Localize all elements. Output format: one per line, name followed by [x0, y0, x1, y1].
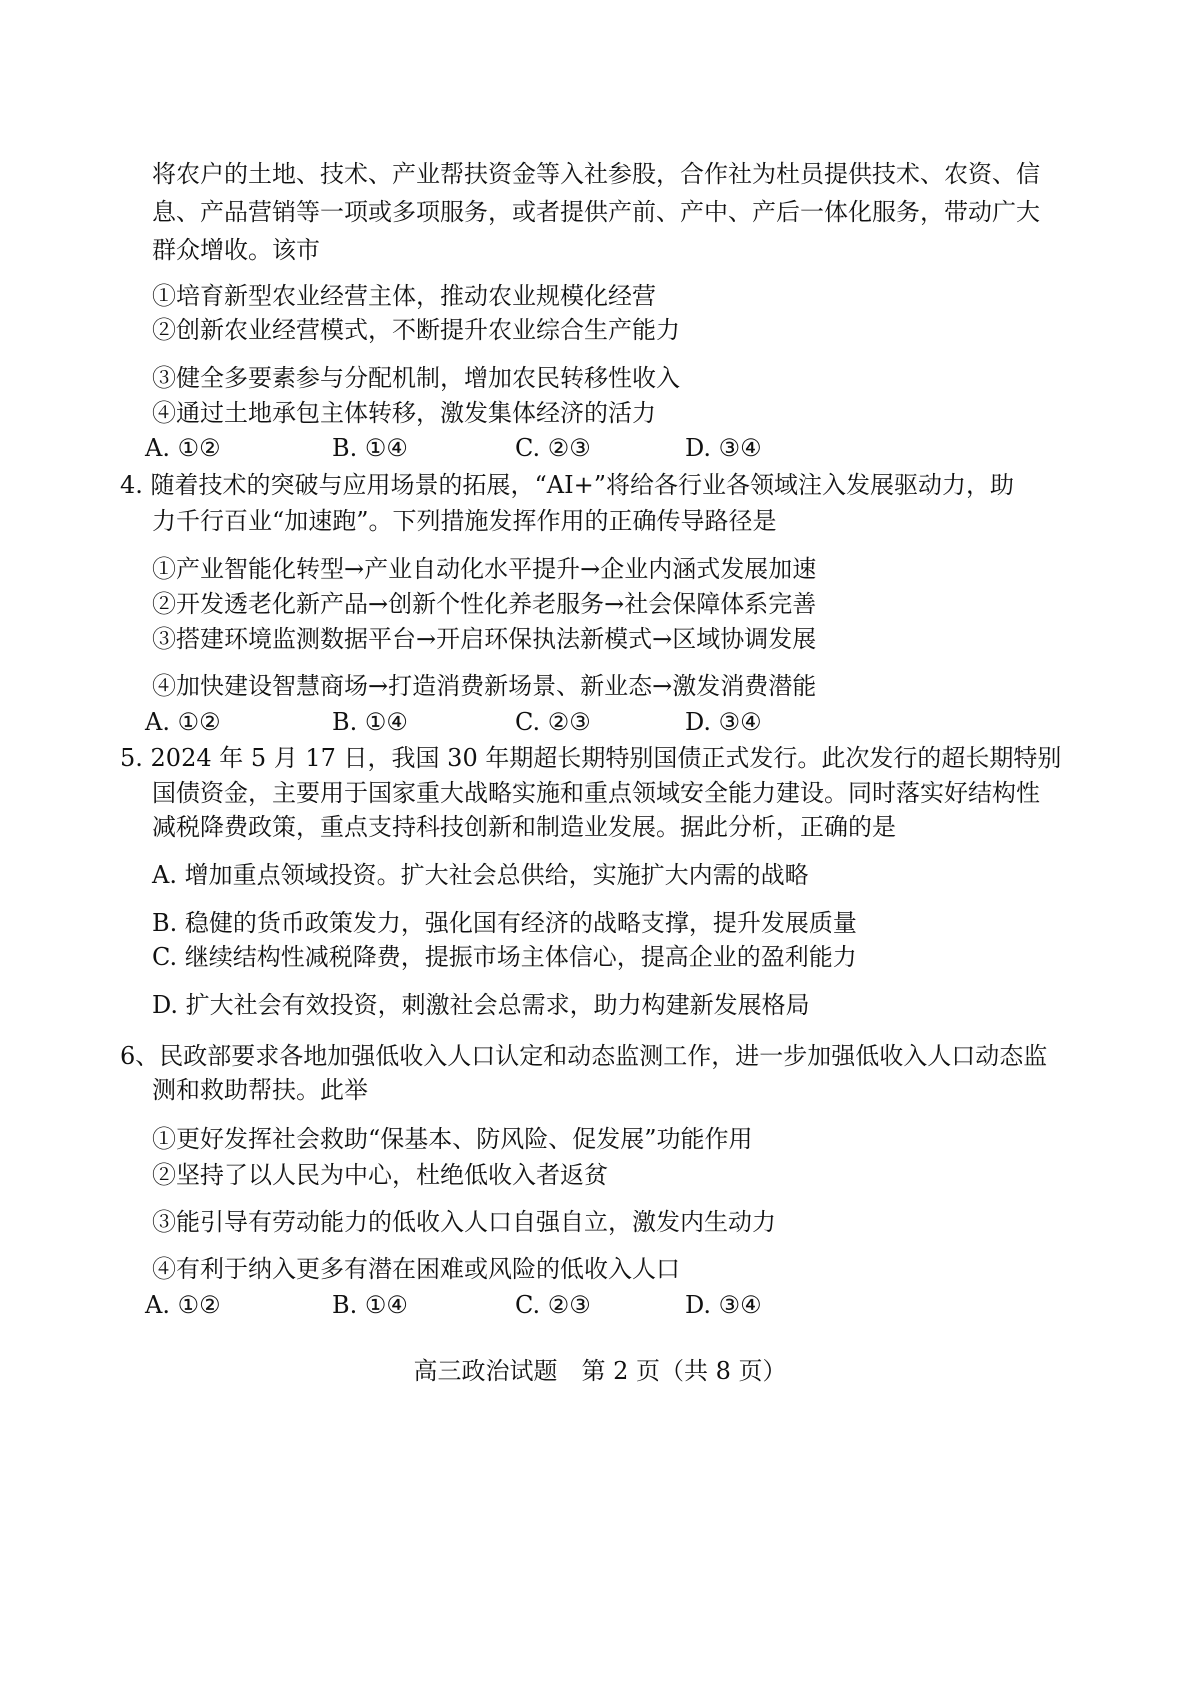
answer-option-c: C. ②③	[515, 434, 591, 462]
question-stem-line: 4. 随着技术的突破与应用场景的拓展，“AI+”将给各行业各领域注入发展驱动力，助	[120, 471, 1014, 499]
statement-item: ②创新农业经营模式，不断提升农业综合生产能力	[152, 316, 680, 344]
question-stem-line: 力千行百业“加速跑”。下列措施发挥作用的正确传导路径是	[152, 507, 777, 535]
answer-option-d: D. ③④	[685, 434, 762, 462]
question-stem-line: 群众增收。该市	[152, 236, 320, 264]
question-stem-line: 5. 2024 年 5 月 17 日，我国 30 年期超长期特别国债正式发行。此次发行的超长期特别	[120, 744, 1062, 772]
question-stem-line: 国债资金，主要用于国家重大战略实施和重点领域安全能力建设。同时落实好结构性	[152, 779, 1040, 807]
answer-option-a: A. ①②	[145, 1291, 221, 1319]
answer-option-d: D. ③④	[685, 708, 762, 736]
choice-item: B. 稳健的货币政策发力，强化国有经济的战略支撑，提升发展质量	[152, 909, 857, 937]
answer-option-a: A. ①②	[145, 434, 221, 462]
answer-option-b: B. ①④	[332, 434, 408, 462]
question-stem-line: 测和救助帮扶。此举	[152, 1076, 368, 1104]
page-footer: 高三政治试题 第 2 页（共 8 页）	[413, 1357, 787, 1385]
statement-item: ③搭建环境监测数据平台→开启环保执法新模式→区域协调发展	[152, 625, 817, 653]
statement-item: ②坚持了以人民为中心，杜绝低收入者返贫	[152, 1161, 608, 1189]
answer-option-c: C. ②③	[515, 708, 591, 736]
answer-option-d: D. ③④	[685, 1291, 762, 1319]
statement-item: ④加快建设智慧商场→打造消费新场景、新业态→激发消费潜能	[152, 672, 817, 700]
statement-item: ④通过土地承包主体转移，激发集体经济的活力	[152, 399, 656, 427]
answer-option-b: B. ①④	[332, 1291, 408, 1319]
statement-item: ①更好发挥社会救助“保基本、防风险、促发展”功能作用	[152, 1125, 753, 1153]
statement-item: ②开发透老化新产品→创新个性化养老服务→社会保障体系完善	[152, 590, 817, 618]
statement-item: ④有利于纳入更多有潜在困难或风险的低收入人口	[152, 1255, 680, 1283]
statement-item: ①培育新型农业经营主体，推动农业规模化经营	[152, 282, 656, 310]
statement-item: ③健全多要素参与分配机制，增加农民转移性收入	[152, 364, 680, 392]
statement-item: ①产业智能化转型→产业自动化水平提升→企业内涵式发展加速	[152, 555, 817, 583]
answer-option-b: B. ①④	[332, 708, 408, 736]
question-stem-line: 减税降费政策，重点支持科技创新和制造业发展。据此分析，正确的是	[152, 813, 896, 841]
question-stem-line: 6、民政部要求各地加强低收入人口认定和动态监测工作，进一步加强低收入人口动态监	[120, 1042, 1048, 1070]
choice-item: A. 增加重点领域投资。扩大社会总供给，实施扩大内需的战略	[152, 861, 809, 889]
choice-item: C. 继续结构性减税降费，提振市场主体信心，提高企业的盈利能力	[152, 943, 857, 971]
question-stem-line: 将农户的土地、技术、产业帮扶资金等入社参股，合作社为杜员提供技术、农资、信	[152, 160, 1040, 188]
answer-option-c: C. ②③	[515, 1291, 591, 1319]
choice-item: D. 扩大社会有效投资，刺激社会总需求，助力构建新发展格局	[152, 991, 810, 1019]
question-stem-line: 息、产品营销等一项或多项服务，或者提供产前、产中、产后一体化服务，带动广大	[152, 198, 1040, 226]
answer-option-a: A. ①②	[145, 708, 221, 736]
statement-item: ③能引导有劳动能力的低收入人口自强自立，激发内生动力	[152, 1208, 776, 1236]
